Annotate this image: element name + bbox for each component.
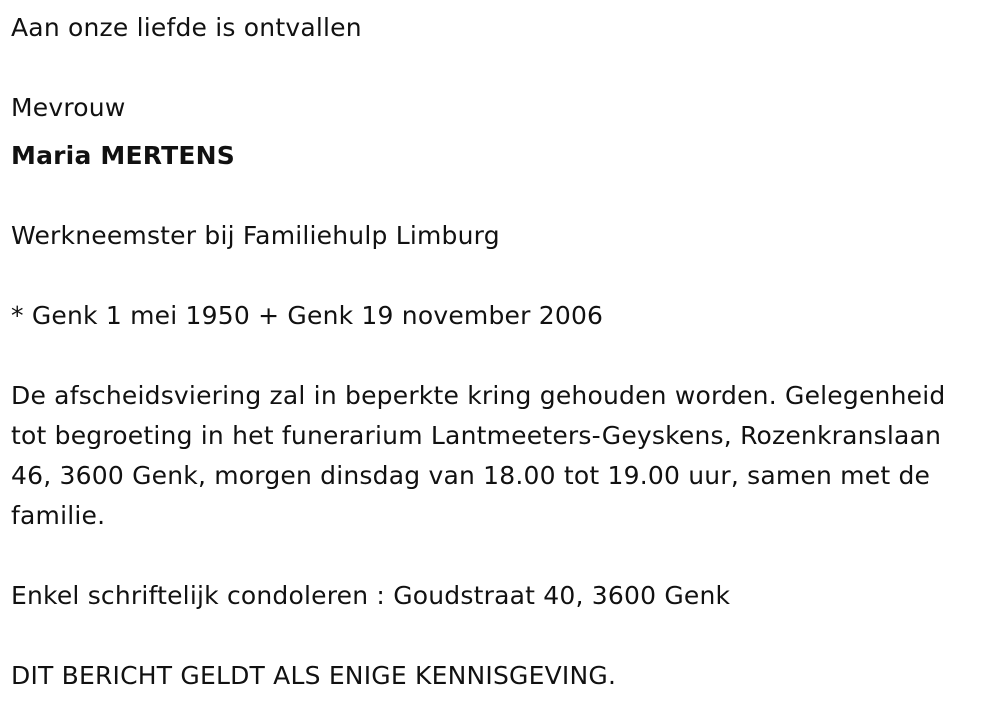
condolences-text: Enkel schriftelijk condoleren : Goudstraat 40, 3600 Genk: [11, 581, 731, 610]
closing-text: DIT BERICHT GELDT ALS ENIGE KENNISGEVING.: [11, 661, 617, 690]
ceremony-paragraph: [11, 376, 996, 536]
ceremony-line: De afscheidsviering zal in beperkte kring gehouden worden. Gelegenheid: [11, 381, 946, 410]
ceremony-line: familie.: [11, 501, 106, 530]
spacer: [11, 336, 996, 376]
spacer: [11, 128, 996, 136]
salutation-text: Mevrouw: [11, 93, 126, 122]
spacer: [11, 256, 996, 296]
spacer: [11, 176, 996, 216]
spacer: [11, 616, 996, 656]
death-notice: [11, 8, 996, 696]
deceased-name: Maria MERTENS: [11, 141, 235, 170]
ceremony-line: tot begroeting in het funerarium Lantmeeters-Geyskens, Rozenkranslaan: [11, 421, 942, 450]
occupation-text: Werkneemster bij Familiehulp Limburg: [11, 221, 500, 250]
birth-death-dates: * Genk 1 mei 1950 + Genk 19 november 2006: [11, 301, 604, 330]
spacer: [11, 536, 996, 576]
spacer: [11, 48, 996, 88]
ceremony-line: 46, 3600 Genk, morgen dinsdag van 18.00 tot 19.00 uur, samen met de: [11, 461, 931, 490]
intro-text: Aan onze liefde is ontvallen: [11, 13, 362, 42]
